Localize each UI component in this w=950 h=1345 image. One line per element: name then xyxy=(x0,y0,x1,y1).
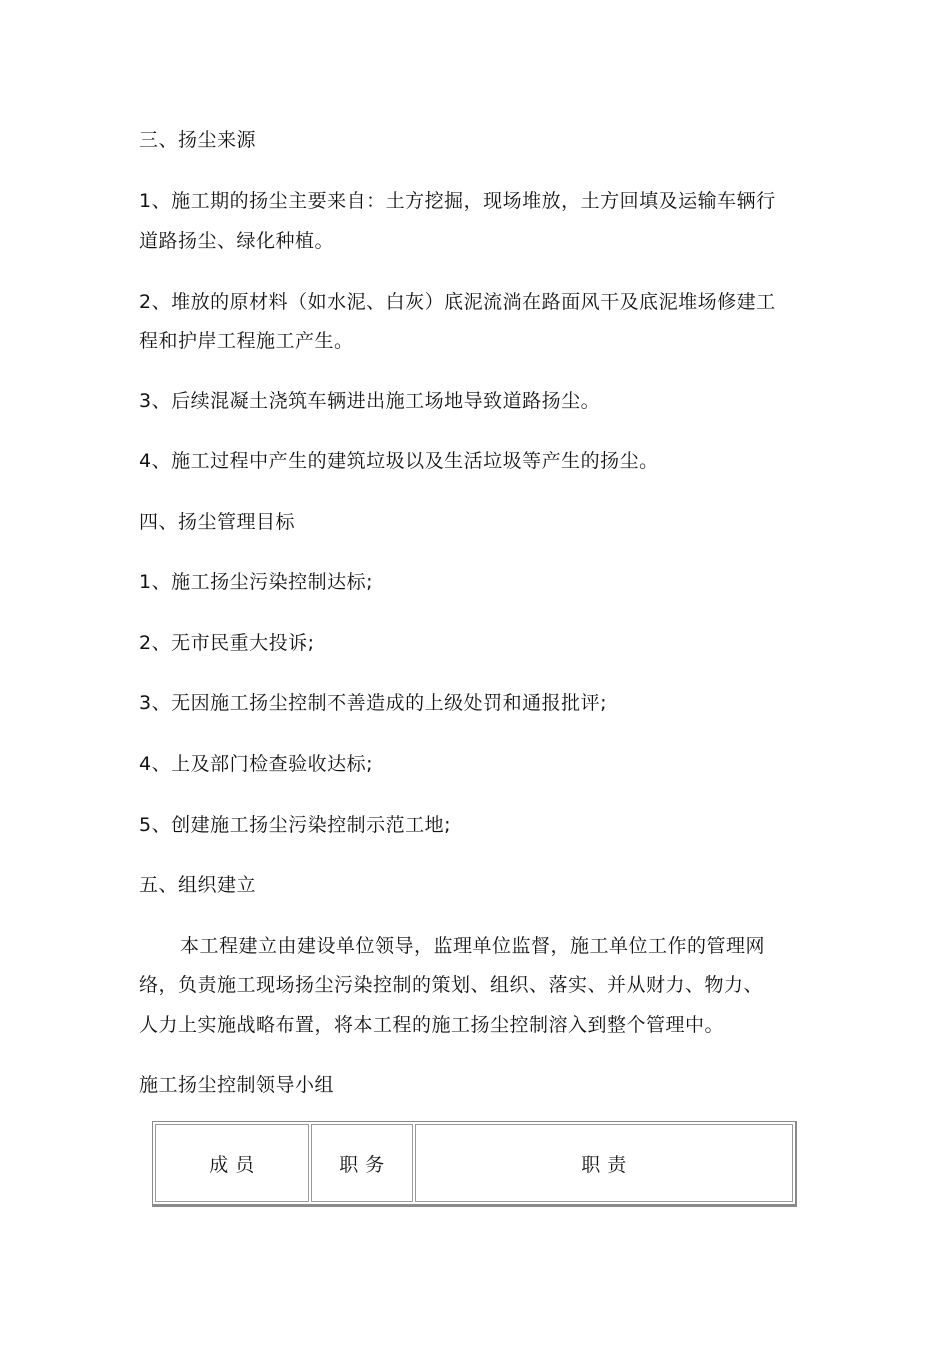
paragraph-text: 1、施工期的扬尘主要来自：土方挖掘，现场堆放，土方回填及运输车辆行 xyxy=(139,190,776,212)
paragraph-text: 道路扬尘、绿化种植。 xyxy=(139,230,335,252)
section-heading-organization: 五、组织建立 xyxy=(139,874,257,896)
list-item: 5、创建施工扬尘污染控制示范工地; xyxy=(139,814,451,836)
list-item: 3、无因施工扬尘控制不善造成的上级处罚和通报批评; xyxy=(139,692,607,714)
table-caption: 施工扬尘控制领导小组 xyxy=(139,1074,335,1096)
table-header-duty: 职 责 xyxy=(415,1124,793,1202)
section-heading-dust-goals: 四、扬尘管理目标 xyxy=(139,511,296,533)
paragraph-text: 络，负责施工现场扬尘污染控制的策划、组织、落实、并从财力、物力、 xyxy=(139,974,764,996)
list-item: 2、无市民重大投诉; xyxy=(139,632,315,654)
section-heading-dust-sources: 三、扬尘来源 xyxy=(139,129,257,151)
paragraph-text: 人力上实施战略布置，将本工程的施工扬尘控制溶入到整个管理中。 xyxy=(139,1014,725,1036)
paragraph-text: 本工程建立由建设单位领导，监理单位监督，施工单位工作的管理网 xyxy=(180,935,766,957)
table-header-row xyxy=(155,1124,793,1202)
list-item: 4、上及部门检查验收达标; xyxy=(139,753,373,775)
paragraph-text: 程和护岸工程施工产生。 xyxy=(139,330,354,352)
table-header-position: 职 务 xyxy=(311,1124,413,1202)
table-header-member: 成 员 xyxy=(155,1124,309,1202)
list-item: 1、施工扬尘污染控制达标; xyxy=(139,571,373,593)
paragraph-text: 4、施工过程中产生的建筑垃圾以及生活垃圾等产生的扬尘。 xyxy=(139,450,659,472)
paragraph-text: 3、后续混凝土浇筑车辆进出施工场地导致道路扬尘。 xyxy=(139,390,601,412)
leadership-group-table xyxy=(152,1121,797,1207)
paragraph-text: 2、堆放的原材料（如水泥、白灰）底泥流淌在路面风干及底泥堆场修建工 xyxy=(139,291,776,313)
